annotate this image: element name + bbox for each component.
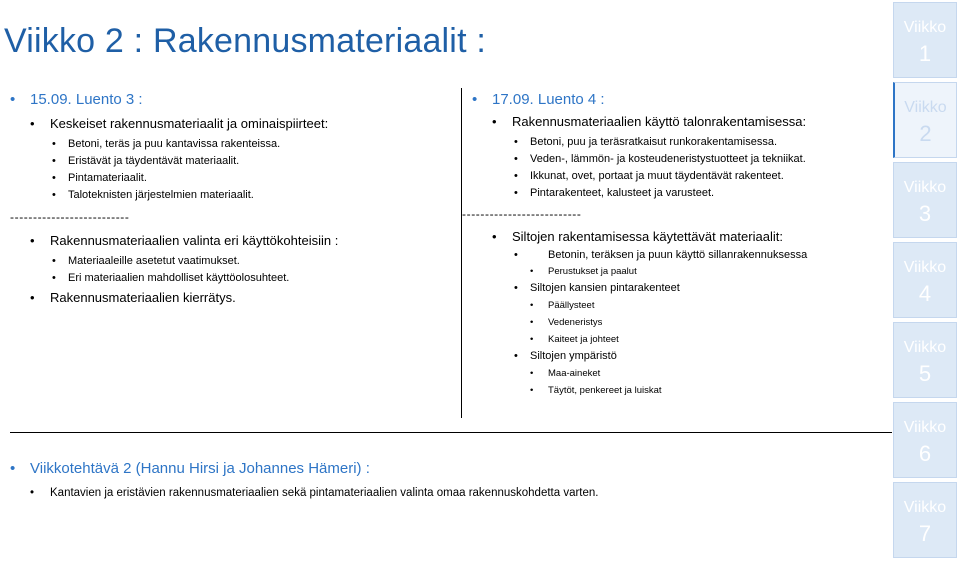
lecture-4-heading: • 17.09. Luento 4 : bbox=[472, 91, 807, 109]
tab-label: Viikko bbox=[903, 179, 947, 196]
tab-number: 2 bbox=[919, 121, 932, 146]
list-item: • Betoni, puu ja teräsratkaisut runkorakentamisessa. bbox=[472, 134, 807, 151]
list-item: • Päällysteet bbox=[472, 297, 807, 314]
tab-number: 4 bbox=[918, 281, 932, 306]
list-item: • Vedeneristys bbox=[472, 314, 807, 331]
list-item: • Pintamateriaalit. bbox=[10, 170, 338, 187]
weekly-task-text: • Kantavien ja eristävien rakennusmateriaalien sekä pintamateriaalien valinta omaa rakennuskohdetta varten. bbox=[10, 485, 599, 501]
list-item: • Siltojen rakentamisessa käytettävät materiaalit: bbox=[472, 229, 807, 245]
list-item: • Rakennusmateriaalien kierrätys. bbox=[10, 290, 338, 306]
list-item: • Maa-aineket bbox=[472, 365, 807, 382]
tab-week-1[interactable] bbox=[893, 2, 957, 78]
tab-number: 3 bbox=[918, 201, 932, 226]
tab-week-3[interactable] bbox=[893, 162, 957, 238]
tab-week-6[interactable] bbox=[893, 402, 957, 478]
list-item: • Rakennusmateriaalien valinta eri käyttökohteisiin : bbox=[10, 233, 338, 249]
tab-week-2[interactable] bbox=[893, 82, 957, 158]
list-item: • Betoni, teräs ja puu kantavissa rakenteissa. bbox=[10, 136, 338, 153]
list-item: • Veden-, lämmön- ja kosteudeneristystuotteet ja tekniikat. bbox=[472, 151, 807, 168]
tab-number: 1 bbox=[918, 41, 932, 66]
lecture-3-section bbox=[10, 91, 338, 306]
section-divider bbox=[10, 432, 892, 433]
weekly-task-section bbox=[10, 460, 599, 501]
tab-label: Viikko bbox=[903, 419, 947, 436]
tab-week-4[interactable] bbox=[893, 242, 957, 318]
page-title: Viikko 2 : Rakennusmateriaalit : bbox=[4, 22, 487, 60]
list-item: • Siltojen kansien pintarakenteet bbox=[472, 280, 807, 297]
tab-label: Viikko bbox=[903, 259, 947, 276]
tab-label: Viikko bbox=[903, 19, 947, 36]
list-item: • Pintarakenteet, kalusteet ja varusteet. bbox=[472, 185, 807, 202]
list-item: • Eristävät ja täydentävät materiaalit. bbox=[10, 153, 338, 170]
column-divider bbox=[461, 88, 462, 418]
tab-label: Viikko bbox=[903, 339, 947, 356]
list-item: • Kaiteet ja johteet bbox=[472, 331, 807, 348]
list-item: • Eri materiaalien mahdolliset käyttöolosuhteet. bbox=[10, 270, 338, 287]
tab-label: Viikko bbox=[904, 99, 947, 116]
weekly-task-heading: • Viikkotehtävä 2 (Hannu Hirsi ja Johannes Hämeri) : bbox=[10, 460, 599, 478]
divider: -------------------------- bbox=[462, 207, 582, 221]
list-item: • Rakennusmateriaalien käyttö talonrakentamisessa: bbox=[472, 114, 807, 130]
divider: -------------------------- bbox=[10, 210, 130, 224]
tab-label: Viikko bbox=[903, 499, 947, 516]
tab-week-5[interactable] bbox=[893, 322, 957, 398]
list-item: • Siltojen ympäristö bbox=[472, 348, 807, 365]
lecture-4-section bbox=[462, 91, 808, 399]
list-item: • Betonin, teräksen ja puun käyttö sillanrakennuksessa bbox=[472, 248, 807, 263]
tab-number: 5 bbox=[918, 361, 932, 386]
tab-week-7[interactable] bbox=[893, 482, 957, 558]
tab-number: 6 bbox=[918, 441, 932, 466]
lecture-3-heading: • 15.09. Luento 3 : bbox=[10, 91, 338, 109]
list-item: • Ikkunat, ovet, portaat ja muut täydentävät rakenteet. bbox=[472, 168, 807, 185]
list-item: • Täytöt, penkereet ja luiskat bbox=[472, 382, 807, 399]
tab-number: 7 bbox=[918, 521, 932, 546]
list-item: • Taloteknisten järjestelmien materiaalit. bbox=[10, 187, 338, 204]
list-item: • Keskeiset rakennusmateriaalit ja ominaispiirteet: bbox=[10, 116, 338, 132]
week-nav bbox=[893, 2, 960, 565]
list-item: • Perustukset ja paalut bbox=[472, 263, 807, 280]
list-item: • Materiaaleille asetetut vaatimukset. bbox=[10, 253, 338, 270]
